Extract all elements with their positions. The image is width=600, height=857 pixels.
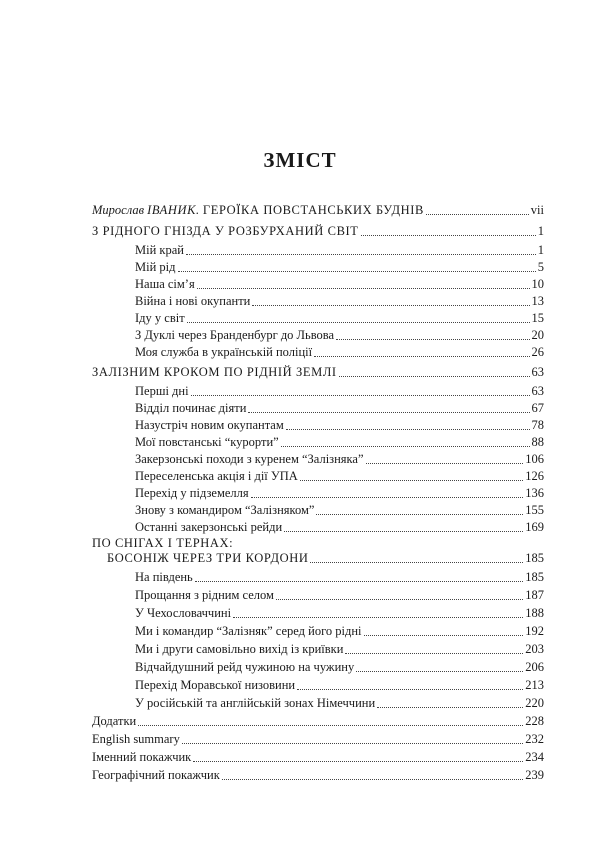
page-number: vii <box>530 203 544 217</box>
toc-entry[interactable] <box>135 486 544 501</box>
page-number: 5 <box>537 260 544 274</box>
dot-leader <box>426 204 529 215</box>
page-number: 20 <box>531 328 544 342</box>
toc-entry[interactable] <box>135 660 544 675</box>
dot-leader <box>286 419 530 430</box>
page-number: 13 <box>531 294 544 308</box>
dot-leader <box>356 661 523 672</box>
dot-leader <box>377 697 523 708</box>
page-number: 188 <box>525 606 544 620</box>
entry-title: Війна і нові окупанти <box>135 294 251 308</box>
toc-entry[interactable] <box>135 345 544 360</box>
toc-entry[interactable] <box>135 452 544 467</box>
entry-title: Іменний покажчик <box>92 750 192 764</box>
page-number: 232 <box>525 732 544 746</box>
entry-title: У російській та англійській зонах Німеччини <box>135 696 376 710</box>
page-title: ЗМІСТ <box>263 148 337 172</box>
intro-surname: ІВАНИК. <box>147 203 200 217</box>
entry-title: Мої повстанські “курорти” <box>135 435 279 449</box>
page-number: 136 <box>525 486 544 500</box>
toc-entry-appendix[interactable] <box>92 750 544 765</box>
entry-title: Мій рід <box>135 260 176 274</box>
page-number: 155 <box>525 503 544 517</box>
dot-leader <box>252 295 529 306</box>
entry-title: Географічний покажчик <box>92 768 220 782</box>
dot-leader <box>248 402 529 413</box>
entry-title: Додатки <box>92 714 137 728</box>
toc-entry[interactable] <box>135 418 544 433</box>
entry-title: Ми і командир “Залізняк” серед його рідні <box>135 624 362 638</box>
entry-title: Знову з командиром “Залізняком” <box>135 503 315 517</box>
dot-leader <box>187 312 530 323</box>
toc-entry[interactable] <box>135 624 544 639</box>
dot-leader <box>191 385 530 396</box>
toc-entry[interactable] <box>135 606 544 621</box>
dot-leader <box>316 504 523 515</box>
toc-entry[interactable] <box>135 260 544 275</box>
page-number: 15 <box>531 311 544 325</box>
toc-entry[interactable] <box>135 401 544 416</box>
toc-entry[interactable] <box>135 294 544 309</box>
toc-entry[interactable] <box>135 435 544 450</box>
entry-title: Закерзонські походи з куренем “Залізняка” <box>135 452 364 466</box>
page-number: 213 <box>525 678 544 692</box>
page-number: 239 <box>525 768 544 782</box>
dot-leader <box>361 225 536 236</box>
entry-title: Мій край <box>135 243 184 257</box>
dot-leader <box>297 679 523 690</box>
dot-leader <box>251 487 524 498</box>
toc-entry-intro[interactable] <box>92 203 544 218</box>
dot-leader <box>193 751 523 762</box>
page-number: 169 <box>525 520 544 534</box>
toc-entry[interactable] <box>135 696 544 711</box>
entry-title: Відділ починає діяти <box>135 401 247 415</box>
page-number: 106 <box>525 452 544 466</box>
entry-title: Наша сім’я <box>135 277 195 291</box>
toc-entry[interactable] <box>135 384 544 399</box>
dot-leader <box>222 769 523 780</box>
toc-entry-part-3[interactable] <box>107 551 544 566</box>
toc-entry-part-2[interactable] <box>92 365 544 380</box>
entry-title: Перехід Моравської низовини <box>135 678 296 692</box>
part-title-line2: БОСОНІЖ ЧЕРЕЗ ТРИ КОРДОНИ <box>107 551 309 565</box>
page-number: 88 <box>531 435 544 449</box>
toc-entry[interactable] <box>135 570 544 585</box>
dot-leader <box>284 521 523 532</box>
toc-entry-appendix[interactable] <box>92 768 544 783</box>
entry-title: Останні закерзонські рейди <box>135 520 283 534</box>
page-number: 63 <box>531 384 544 398</box>
page-number: 78 <box>531 418 544 432</box>
dot-leader <box>178 261 536 272</box>
entry-title: На південь <box>135 570 193 584</box>
intro-title: ГЕРОЇКА ПОВСТАНСЬКИХ БУДНІВ <box>202 203 424 217</box>
dot-leader <box>314 346 529 357</box>
toc-entry-part-3-line1 <box>92 536 544 551</box>
entry-title: З Дуклі через Бранденбург до Львова <box>135 328 335 342</box>
toc-entry[interactable] <box>135 311 544 326</box>
dot-leader <box>364 625 524 636</box>
page-number: 10 <box>531 277 544 291</box>
toc-entry[interactable] <box>135 520 544 535</box>
toc-entry[interactable] <box>135 277 544 292</box>
toc-entry[interactable] <box>135 469 544 484</box>
dot-leader <box>366 453 524 464</box>
dot-leader <box>197 278 530 289</box>
entry-title: У Чехословаччині <box>135 606 232 620</box>
dot-leader <box>281 436 530 447</box>
dot-leader <box>182 733 523 744</box>
page-number: 206 <box>525 660 544 674</box>
page-number: 26 <box>531 345 544 359</box>
toc-entry[interactable] <box>135 328 544 343</box>
page-number: 185 <box>525 551 544 565</box>
part-title: З РІДНОГО ГНІЗДА У РОЗБУРХАНИЙ СВІТ <box>92 224 359 238</box>
page-number: 228 <box>525 714 544 728</box>
toc-entry-part-1[interactable] <box>92 224 544 239</box>
dot-leader <box>345 643 523 654</box>
entry-title: Переселенська акція і дії УПА <box>135 469 298 483</box>
dot-leader <box>138 715 523 726</box>
dot-leader <box>195 571 523 582</box>
page-number: 187 <box>525 588 544 602</box>
toc-entry[interactable] <box>135 503 544 518</box>
entry-title: Ми і други самовільно вихід із криївки <box>135 642 344 656</box>
dot-leader <box>336 329 529 340</box>
toc-entry-appendix[interactable] <box>92 732 544 747</box>
page-number: 203 <box>525 642 544 656</box>
page-number: 126 <box>525 469 544 483</box>
dot-leader <box>233 607 523 618</box>
page-number: 63 <box>531 365 544 379</box>
dot-leader <box>276 589 523 600</box>
dot-leader <box>339 366 530 377</box>
entry-title: Перші дні <box>135 384 189 398</box>
toc-entry[interactable] <box>135 243 544 258</box>
page-number: 67 <box>531 401 544 415</box>
entry-title: Іду у світ <box>135 311 185 325</box>
entry-title: Відчайдушний рейд чужиною на чужину <box>135 660 355 674</box>
toc-entry[interactable] <box>135 588 544 603</box>
page-number: 220 <box>525 696 544 710</box>
entry-title: English summary <box>92 732 180 746</box>
page-number: 1 <box>537 243 544 257</box>
dot-leader <box>300 470 523 481</box>
toc-entry[interactable] <box>135 678 544 693</box>
toc-entry[interactable] <box>135 642 544 657</box>
intro-author: Мирослав <box>92 203 144 217</box>
entry-title: Прощання з рідним селом <box>135 588 274 602</box>
dot-leader <box>186 244 536 255</box>
entry-title: Моя служба в українській поліції <box>135 345 313 359</box>
page-number: 192 <box>525 624 544 638</box>
entry-title: Назустріч новим окупантам <box>135 418 284 432</box>
entry-title: Перехід у підземелля <box>135 486 249 500</box>
part-title: ЗАЛІЗНИМ КРОКОМ ПО РІДНІЙ ЗЕМЛІ <box>92 365 337 379</box>
part-title-line1: ПО СНІГАХ І ТЕРНАХ: <box>92 536 234 550</box>
page-number: 185 <box>525 570 544 584</box>
dot-leader <box>310 552 523 563</box>
page-number: 1 <box>537 224 544 238</box>
page-number: 234 <box>525 750 544 764</box>
toc-entry-appendix[interactable] <box>92 714 544 729</box>
